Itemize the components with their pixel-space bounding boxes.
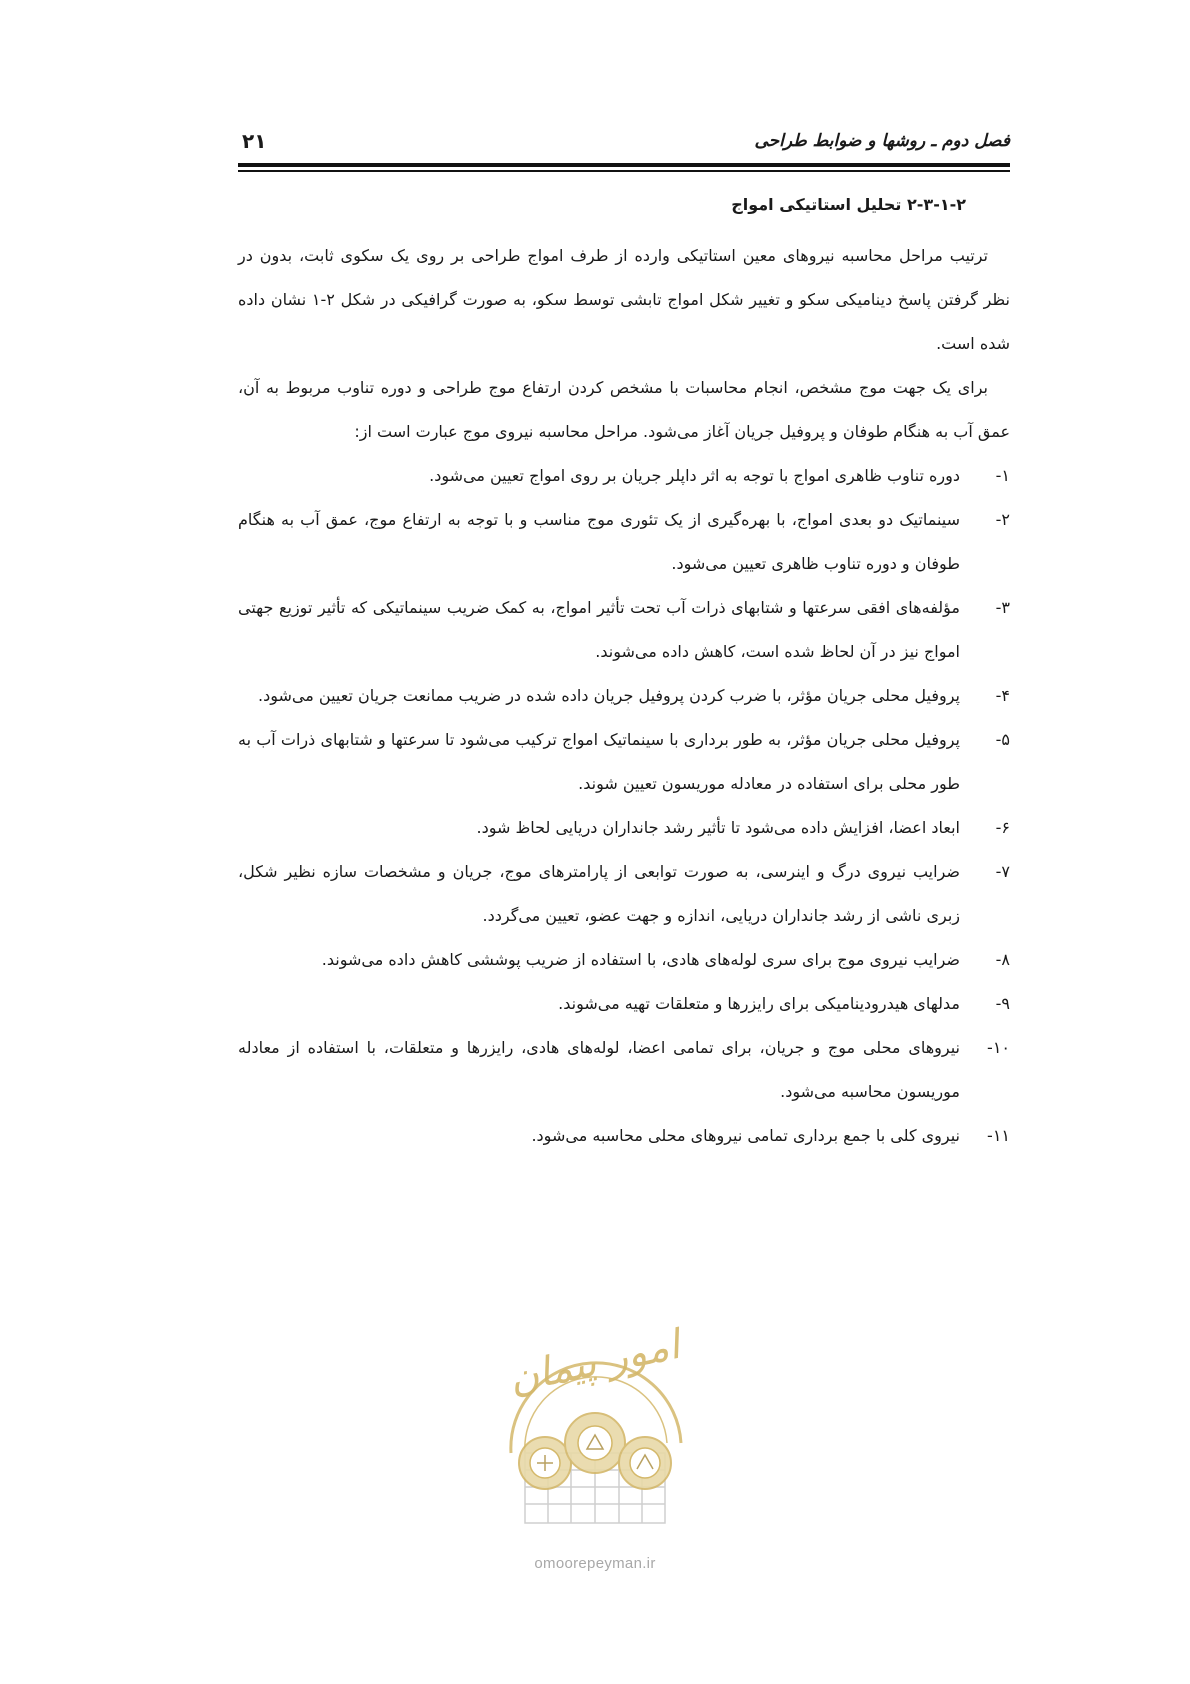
watermark-emblem-icon bbox=[485, 1303, 705, 1548]
list-item-text: نیروی کلی با جمع برداری تمامی نیروهای محلی محاسبه می‌شود. bbox=[531, 1126, 960, 1145]
list-item-text: دوره تناوب ظاهری امواج با توجه به اثر داپلر جریان بر روی امواج تعیین می‌شود. bbox=[429, 466, 960, 485]
list-item bbox=[238, 1026, 1010, 1114]
list-item bbox=[238, 850, 1010, 938]
list-item bbox=[238, 982, 1010, 1026]
list-item-text: پروفیل محلی جریان مؤثر، با ضرب کردن پروفیل جریان داده شده در ضریب ممانعت جریان تعیین می‌شود. bbox=[258, 686, 960, 705]
list-item-number: ۱- bbox=[995, 466, 1010, 485]
steps-list bbox=[238, 454, 1010, 1158]
list-item-text: ابعاد اعضا، افزایش داده می‌شود تا تأثیر رشد جانداران دریایی لحاظ شود. bbox=[476, 818, 960, 837]
list-item-text: ضرایب نیروی موج برای سری لوله‌های هادی، با استفاده از ضریب پوششی کاهش داده می‌شوند. bbox=[321, 950, 960, 969]
list-item-text: ضرایب نیروی درگ و اینرسی، به صورت توابعی از پارامترهای موج، جریان و مشخصات سازه نظیر شکل، زبری ناشی از رشد جانداران دریایی، اندازه و جهت عضو، تعیین می‌گردد. bbox=[238, 862, 960, 925]
list-item bbox=[238, 498, 1010, 586]
list-item-number: ۳- bbox=[995, 598, 1010, 617]
list-item bbox=[238, 454, 1010, 498]
section-heading: ۲-۳-۱-۲ تحلیل استاتیکی امواج bbox=[731, 195, 966, 214]
list-item-number: ۸- bbox=[995, 950, 1010, 969]
list-item-number: ۷- bbox=[995, 862, 1010, 881]
list-item bbox=[238, 938, 1010, 982]
watermark-url: omoorepeyman.ir bbox=[534, 1555, 656, 1572]
watermark-logo-text: امور پیمان bbox=[504, 1321, 684, 1403]
list-item-text: سینماتیک دو بعدی امواج، با بهره‌گیری از یک تئوری موج مناسب و با توجه به ارتفاع موج، عمق آب به هنگام طوفان و دوره تناوب ظاهری تعیین می‌شود. bbox=[238, 510, 960, 573]
page-body bbox=[238, 186, 1010, 1158]
list-item-number: ۶- bbox=[995, 818, 1010, 837]
list-item bbox=[238, 806, 1010, 850]
list-item-text: مدلهای هیدرودینامیکی برای رایزرها و متعلقات تهیه می‌شوند. bbox=[558, 994, 960, 1013]
paragraph-intro: ترتیب مراحل محاسبه نیروهای معین استاتیکی وارده از طرف امواج طراحی بر روی یک سکوی ثابت، بدون در نظر گرفتن پاسخ دینامیکی سکو و تغییر شکل امواج تابشی توسط سکو، به صورت گرافیکی در شکل ۲-۱ نشان داده شده است. bbox=[238, 246, 1011, 353]
header-rule-thick bbox=[238, 163, 1010, 167]
list-item-number: ۵- bbox=[995, 730, 1010, 749]
list-item bbox=[238, 586, 1010, 674]
list-item bbox=[238, 1114, 1010, 1158]
list-item-text: نیروهای محلی موج و جریان، برای تمامی اعضا، لوله‌های هادی، رایزرها و متعلقات، با استفاده از معادله موریسون محاسبه می‌شود. bbox=[238, 1038, 960, 1101]
list-item-number: ۴- bbox=[995, 686, 1010, 705]
page-header bbox=[238, 128, 1010, 154]
list-item bbox=[238, 674, 1010, 718]
header-rule-thin bbox=[238, 170, 1010, 172]
paragraph-procedure: برای یک جهت موج مشخص، انجام محاسبات با مشخص کردن ارتفاع موج طراحی و دوره تناوب مربوط به آن، عمق آب به هنگام طوفان و پروفیل جریان آغاز می‌شود. مراحل محاسبه نیروی موج عبارت است از: bbox=[238, 378, 1010, 441]
list-item-text: پروفیل محلی جریان مؤثر، به طور برداری با سینماتیک امواج ترکیب می‌شود تا سرعتها و شتابهای ذرات آب به طور محلی برای استفاده در معادله موریسون تعیین شوند. bbox=[238, 730, 960, 793]
list-item-number: ۱۱- bbox=[987, 1126, 1010, 1145]
page-number: ۲۱ bbox=[242, 129, 267, 153]
chapter-title: فصل دوم ـ روشها و ضوابط طراحی bbox=[754, 131, 1010, 151]
list-item-number: ۱۰- bbox=[987, 1038, 1010, 1057]
list-item-text: مؤلفه‌های افقی سرعتها و شتابهای ذرات آب تحت تأثیر امواج، به کمک ضریب سینماتیکی که تأثیر توزیع جهتی امواج نیز در آن لحاظ شده است، کاهش داده می‌شوند. bbox=[238, 598, 960, 661]
list-item-number: ۹- bbox=[995, 994, 1010, 1013]
watermark-logo bbox=[485, 1303, 705, 1588]
list-item bbox=[238, 718, 1010, 806]
list-item-number: ۲- bbox=[995, 510, 1010, 529]
